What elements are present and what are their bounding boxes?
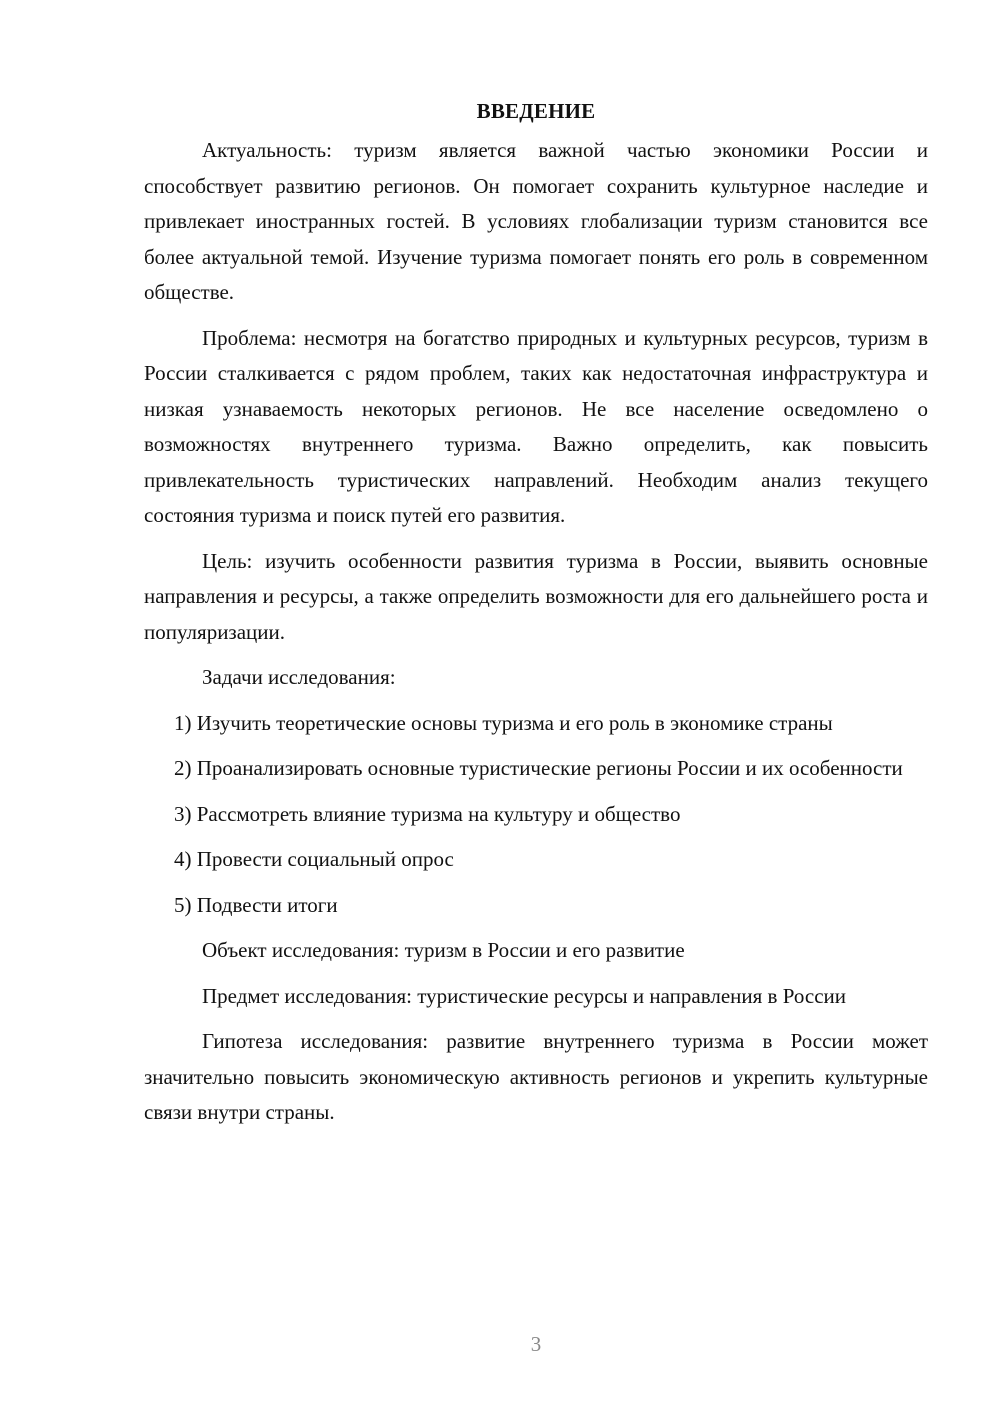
task-item-2: 2) Проанализировать основные туристические регионы России и их особенности [174, 756, 903, 780]
page-number: 3 [530, 1332, 542, 1356]
task-item-4: 4) Провести социальный опрос [174, 847, 454, 871]
hypothesis-paragraph: Гипотеза исследования: развитие внутреннего туризма в России может значительно повысить экономическую активность регионов и укрепить культурные связи внутри страны. [144, 1029, 928, 1124]
subject-paragraph: Предмет исследования: туристические ресурсы и направления в России [202, 983, 846, 1008]
relevance-paragraph: Актуальность: туризм является важной частью экономики России и способствует развитию регионов. Он помогает сохранить культурное наследие и привлекает иностранных гостей. В условиях глобализации туризм становится все более актуальной темой. Изучение туризма помогает понять его роль в современном обществе. [144, 138, 928, 304]
page-title: ВВЕДЕНИЕ [476, 99, 596, 123]
goal-paragraph: Цель: изучить особенности развития туризма в России, выявить основные направления и ресурсы, а также определить возможности для его дальнейшего роста и популяризации. [144, 548, 928, 644]
task-item-3: 3) Рассмотреть влияние туризма на культуру и общество [174, 801, 681, 826]
tasks-heading: Задачи исследования: [202, 665, 396, 689]
task-item-1: 1) Изучить теоретические основы туризма и его роль в экономике страны [174, 710, 833, 735]
task-item-5: 5) Подвести итоги [174, 892, 338, 917]
problem-paragraph: Проблема: несмотря на богатство природных и культурных ресурсов, туризм в России сталкивается с рядом проблем, таких как недостаточная инфраструктура и низкая узнаваемость некоторых регионов. Не все население осведомлено о возможностях внутреннего туризма. Важно определить, как повысить привлекательность туристических направлений. Необходим анализ текущего состояния туризма и поиск путей его развития. [144, 325, 928, 527]
page-content [144, 94, 928, 1141]
object-paragraph: Объект исследования: туризм в России и его развитие [202, 938, 685, 962]
